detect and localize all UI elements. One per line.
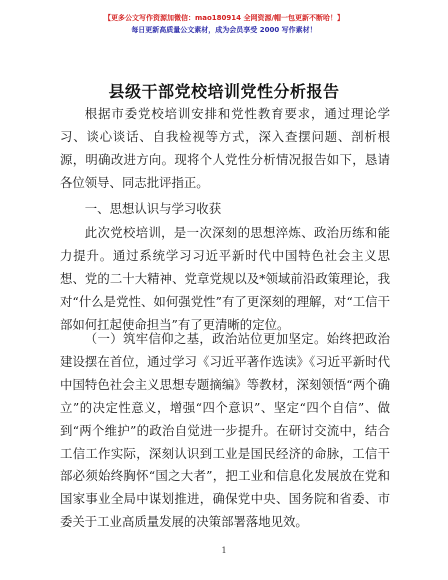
promo-banner-line-1: 【更多公文写作资源加微信：mao180914 全网资源/帽一包更新不断哈！】 xyxy=(103,14,345,22)
section1-paragraph-2: （一）筑牢信仰之基，政治站位更加坚定。始终把政治建设摆在首位，通过学习《习近平著作选读》《习近平新时代中国特色社会主义思想专题摘编》等教材，深刻领悟“两个确立”的决定性意义，增强“四个意识”、坚定“四个自信”、做到“两个维护”的政治自觉进一步提升。在研讨交流中，结合工信工作实际，深刻认识到工业是国民经济的命脉，工信干部必须始终胸怀“国之大者”，把工业和信息化发展放在党和国家事业全局中谋划推进，确保党中央、国务院和省委、市委关于工业高质量发展的决策部署落地见效。 xyxy=(60,331,390,530)
page-number: 1 xyxy=(221,546,227,555)
promo-banner-line-2: 每日更新高质量公文素材，成为会员享受 2000 写作素材！ xyxy=(131,26,317,34)
section-heading-1: 一、思想认识与学习收获 xyxy=(84,201,222,216)
document-title: 县级干部党校培训党性分析报告 xyxy=(108,82,340,101)
intro-paragraph: 根据市委党校培训安排和党性教育要求，通过理论学习、谈心谈话、自我检视等方式，深入查摆问题、剖析根源，明确改进方向。现将个人党性分析情况报告如下，恳请各位领导、同志批评指正。 xyxy=(60,106,390,190)
section1-paragraph-1: 此次党校培训，是一次深刻的思想淬炼、政治历练和能力提升。通过系统学习习近平新时代中国特色社会主义思想、党的二十大精神、党章党规以及*领域前沿政策理论，我对“什么是党性、如何强党性”有了更深刻的理解，对“工信干部如何扛起使命担当”有了更清晰的定位。 xyxy=(60,225,390,332)
